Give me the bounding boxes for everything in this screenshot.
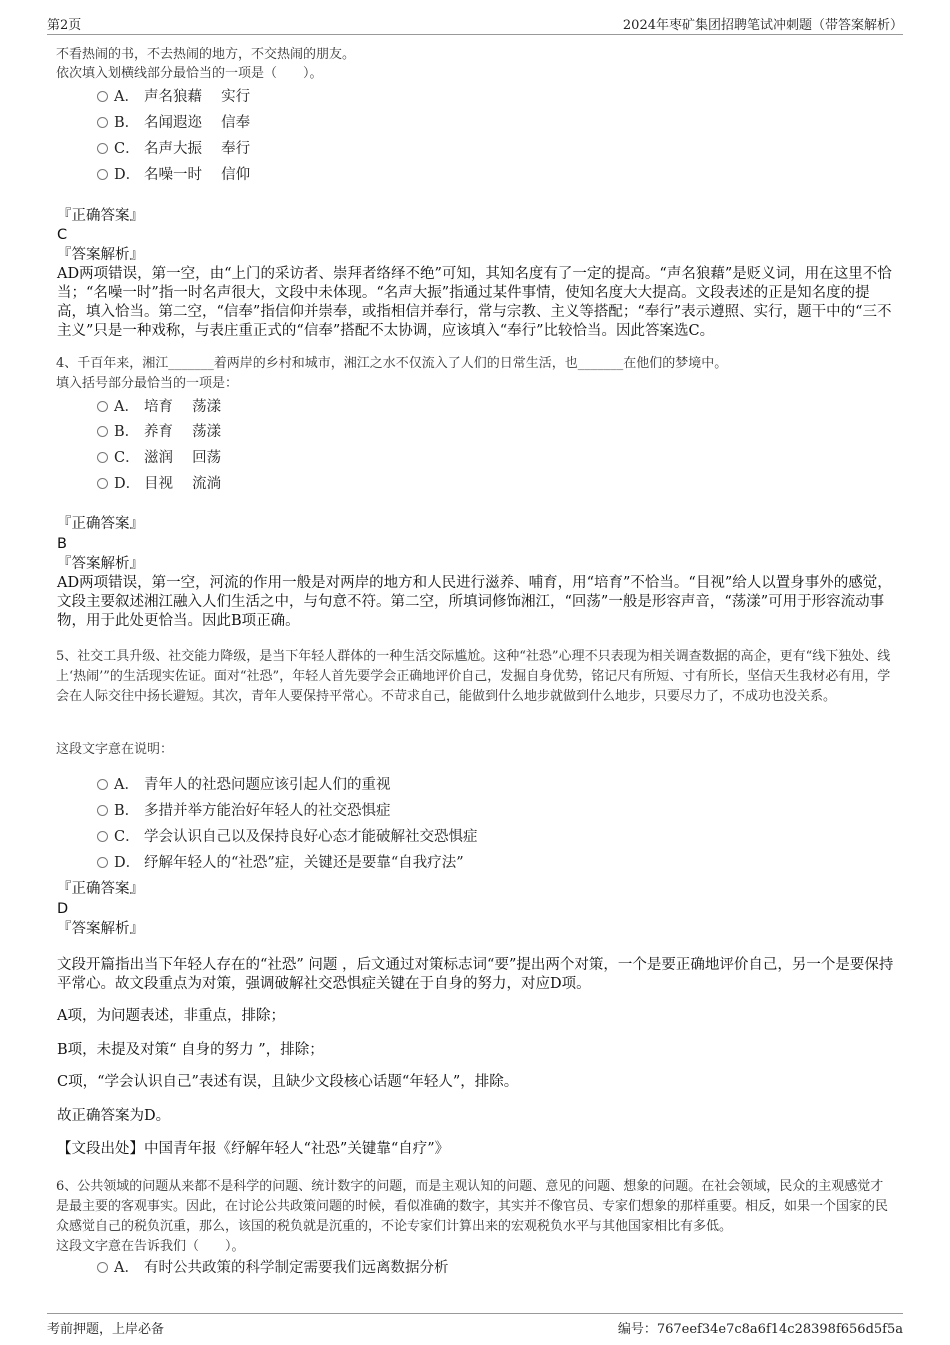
q5-note-b: B项，未提及对策“ 自身的努力 ”，排除； (57, 1042, 324, 1058)
q3-option-a[interactable]: A． 声名狼藉 实行 (97, 87, 250, 107)
q4-stem-2: 填入括号部分最恰当的一项是： (56, 376, 239, 391)
q5-analysis-label: 『答案解析』 (57, 921, 144, 937)
page-number: 第2页 (47, 18, 82, 33)
q3-option-d[interactable]: D． 名噪一时 信仰 (97, 165, 250, 185)
q5-option-a[interactable]: A． 青年人的社恐问题应该引起人们的重视 (97, 775, 391, 795)
q5-source: 【文段出处】中国青年报《纾解年轻人“社恐”关键靠“自疗”》 (57, 1141, 450, 1157)
radio-icon[interactable] (97, 117, 108, 128)
q5-conclusion: 故正确答案为D。 (57, 1108, 171, 1124)
q3-analysis: AD两项错误，第一空，由“上门的采访者、崇拜者络绎不绝”可知，其知名度有了一定的提高。“声名狼藉”是贬义词，用在这里不恰当；“名噪一时”指一时名声很大，文段中未体现。“名声大振”指通过某件事情，使知名度大大提高。文段表述的正是知名度的提高，填入恰当。第二空，“信奉”指信仰并崇奉，或指相信并奉行，常与宗教、主义等搭配；“奉行”表示遵照、实行，题干中的“三不主义”只是一种戏称，与表庄重正式的“信奉”搭配不太协调，应该填入“奉行”比较恰当。因此答案选C。 (57, 266, 892, 339)
q3-answer-label: 『正确答案』 (57, 208, 144, 224)
q6-ask: 这段文字意在告诉我们（ ）。 (56, 1239, 245, 1254)
radio-icon[interactable] (97, 452, 108, 463)
q5-note-c: C项，“学会认识自己”表述有误，且缺少文段核心话题“年轻人”，排除。 (57, 1074, 519, 1090)
q4-option-d[interactable]: D． 目视 流淌 (97, 474, 221, 494)
radio-icon[interactable] (97, 143, 108, 154)
radio-icon[interactable] (97, 805, 108, 816)
q6-option-a[interactable]: A． 有时公共政策的科学制定需要我们远离数据分析 (97, 1258, 449, 1278)
radio-icon[interactable] (97, 831, 108, 842)
document-code: 编号：767eef34e7c8a6f14c28398f656d5f5a (617, 1322, 903, 1337)
q4-option-c[interactable]: C． 滋润 回荡 (97, 448, 221, 468)
radio-icon[interactable] (97, 857, 108, 868)
q3-answer: C (57, 227, 68, 243)
radio-icon[interactable] (97, 426, 108, 437)
radio-icon[interactable] (97, 1262, 108, 1273)
radio-icon[interactable] (97, 91, 108, 102)
q5-stem: 5、社交工具升级、社交能力降级，是当下年轻人群体的一种生活交际尴尬。这种“社恐”心理不只表现为相关调查数据的高企，更有“线下独处、线上‘热闹’”的生活现实佐证。面对“社恐”，年轻人首先要学会正确地评价自己，发掘自身优势，铭记尺有所短、寸有所长，坚信天生我材必有用，学会在人际交往中扬长避短。其次，青年人要保持平常心。不苛求自己，能做到什么地步就做到什么地步，只要尽力了，不成功也没关系。 (56, 649, 891, 704)
page-footer (47, 1313, 903, 1336)
footer-slogan: 考前押题，上岸必备 (47, 1322, 165, 1337)
page-header (47, 14, 903, 35)
q3-option-c[interactable]: C． 名声大振 奉行 (97, 139, 250, 159)
q5-answer-label: 『正确答案』 (57, 881, 144, 897)
q5-option-b[interactable]: B． 多措并举方能治好年轻人的社交恐惧症 (97, 801, 391, 821)
q5-ask: 这段文字意在说明： (56, 742, 174, 757)
radio-icon[interactable] (97, 478, 108, 489)
q3-stem-2: 依次填入划横线部分最恰当的一项是（ ）。 (56, 66, 323, 81)
q4-analysis: AD两项错误，第一空，河流的作用一般是对两岸的地方和人民进行滋养、哺育，用“培育”不恰当。“目视”给人以置身事外的感觉，文段主要叙述湘江融入人们生活之中，与句意不符。第二空，所填词修饰湘江，“回荡”一般是形容声音，“荡漾”可用于形容流动事物，用于此处更恰当。因此B项正确。 (57, 575, 892, 629)
q5-option-c[interactable]: C． 学会认识自己以及保持良好心态才能破解社交恐惧症 (97, 827, 478, 847)
q3-analysis-label: 『答案解析』 (57, 247, 144, 263)
q5-option-d[interactable]: D． 纾解年轻人的“社恐”症，关键还是要靠“自我疗法” (97, 853, 464, 873)
q3-stem-1: 不看热闹的书，不去热闹的地方，不交热闹的朋友。 (56, 47, 356, 62)
q4-analysis-label: 『答案解析』 (57, 556, 144, 572)
q4-stem-1: 4、千百年来，湘江_______着两岸的乡村和城市，湘江之水不仅流入了人们的日常生活，也_______在他们的梦境中。 (56, 356, 728, 371)
q4-answer-label: 『正确答案』 (57, 516, 144, 532)
q5-note-a: A项，为问题表述，非重点，排除； (57, 1008, 285, 1024)
q4-option-a[interactable]: A． 培育 荡漾 (97, 397, 221, 417)
q4-answer: B (57, 536, 67, 552)
q6-stem: 6、公共领域的问题从来都不是科学的问题、统计数字的问题，而是主观认知的问题、意见的问题、想象的问题。在社会领域，民众的主观感觉才是最主要的客观事实。因此，在讨论公共政策问题的时候，看似准确的数字，其实并不像官员、专家们想象的那样重要。相反，如果一个国家的民众感觉自己的税负沉重，那么，该国的税负就是沉重的，不论专家们计算出来的宏观税负水平与其他国家相比有多低。 (56, 1179, 889, 1234)
radio-icon[interactable] (97, 169, 108, 180)
q5-analysis: 文段开篇指出当下年轻人存在的“社恐” 问题 ，后文通过对策标志词“要”提出两个对策，一个是要正确地评价自己，另一个是要保持平常心。故文段重点为对策，强调破解社交恐惧症关键在于自身的努力，对应D项。 (57, 957, 894, 992)
q4-option-b[interactable]: B． 养育 荡漾 (97, 422, 221, 442)
radio-icon[interactable] (97, 779, 108, 790)
document-title: 2024年枣矿集团招聘笔试冲刺题（带答案解析） (622, 18, 903, 33)
radio-icon[interactable] (97, 401, 108, 412)
q5-answer: D (57, 901, 69, 917)
q3-option-b[interactable]: B． 名闻遐迩 信奉 (97, 113, 250, 133)
